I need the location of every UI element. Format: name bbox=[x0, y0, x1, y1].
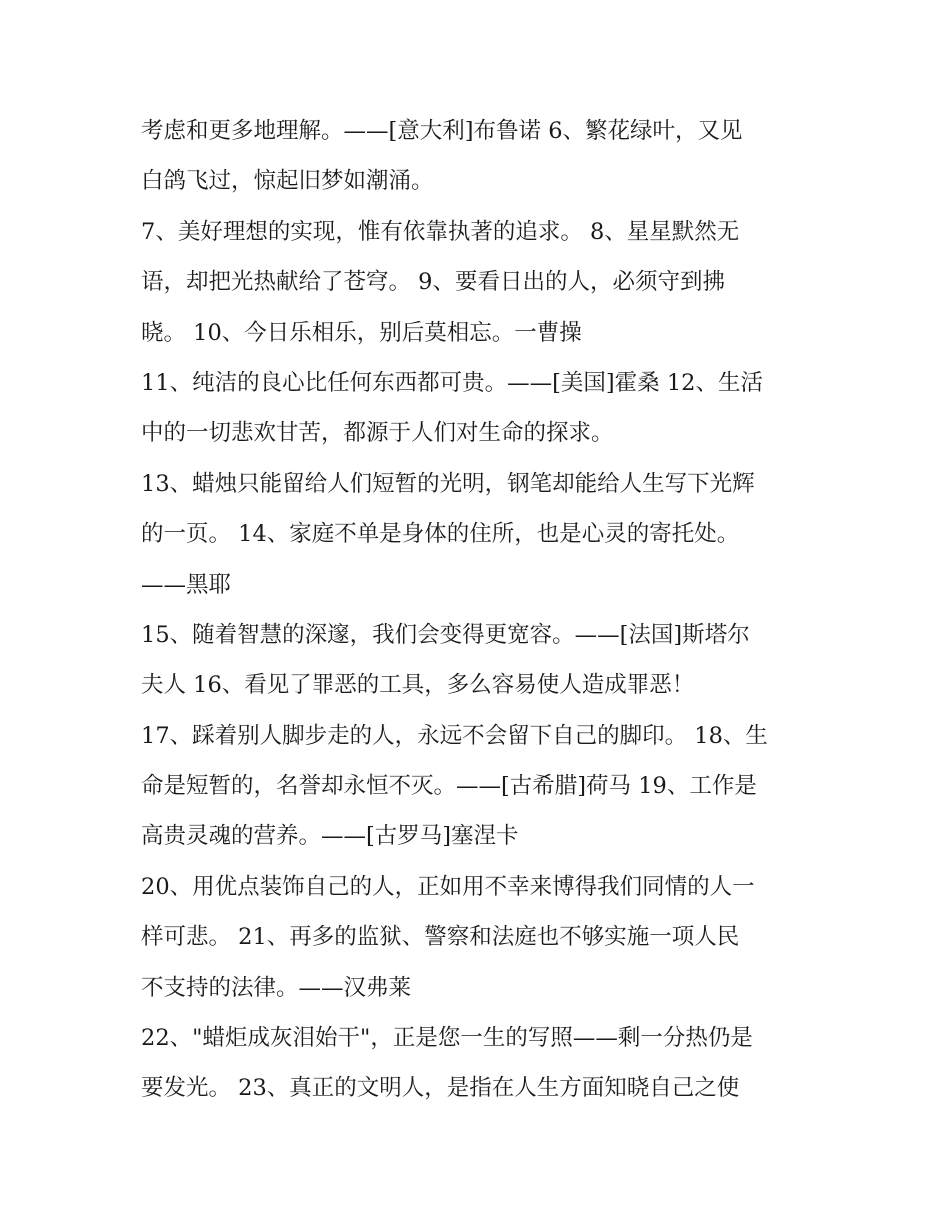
text-line: 样可悲。 21、再多的监狱、警察和法庭也不够实施一项人民 bbox=[141, 924, 740, 951]
text-line: 17、踩着别人脚步走的人，永远不会留下自己的脚印。 18、生 bbox=[141, 722, 768, 749]
text-line: 晓。 10、今日乐相乐，别后莫相忘。一曹操 bbox=[141, 319, 582, 346]
text-line: 22、"蜡炬成灰泪始干"，正是您一生的写照——剩一分热仍是 bbox=[141, 1025, 753, 1052]
text-line: 考虑和更多地理解。——[意大利]布鲁诺 6、繁花绿叶，又见 bbox=[141, 118, 743, 144]
text-line: 夫人 16、看见了罪恶的工具，多么容易使人造成罪恶！ bbox=[141, 672, 695, 699]
text-line: 的一页。 14、家庭不单是身体的住所，也是心灵的寄托处。 bbox=[141, 521, 740, 548]
text-line: 要发光。 23、真正的文明人，是指在人生方面知晓自己之使 bbox=[141, 1075, 740, 1102]
text-line: ——黑耶 bbox=[141, 571, 232, 598]
text-line: 20、用优点装饰自己的人，正如用不幸来博得我们同情的人一 bbox=[141, 873, 755, 900]
text-line: 白鸽飞过，惊起旧梦如潮涌。 bbox=[141, 168, 434, 195]
text-line: 高贵灵魂的营养。——[古罗马]塞涅卡 bbox=[141, 823, 519, 850]
text-line: 13、蜡烛只能留给人们短暂的光明，钢笔却能给人生写下光辉 bbox=[141, 470, 755, 497]
quote-text-block bbox=[141, 106, 821, 1114]
text-line: 15、随着智慧的深邃，我们会变得更宽容。——[法国]斯塔尔 bbox=[141, 621, 750, 648]
text-line: 中的一切悲欢甘苦，都源于人们对生命的探求。 bbox=[141, 420, 614, 447]
text-line: 11、纯洁的良心比任何东西都可贵。——[美国]霍桑 12、生活 bbox=[141, 369, 763, 396]
text-line: 不支持的法律。——汉弗莱 bbox=[141, 974, 412, 1001]
text-line: 7、美好理想的实现，惟有依靠执著的追求。 8、星星默然无 bbox=[141, 218, 740, 245]
text-line: 语，却把光热献给了苍穹。 9、要看日出的人，必须守到拂 bbox=[141, 269, 725, 296]
text-line: 命是短暂的，名誉却永恒不灭。——[古希腊]荷马 19、工作是 bbox=[141, 773, 757, 800]
